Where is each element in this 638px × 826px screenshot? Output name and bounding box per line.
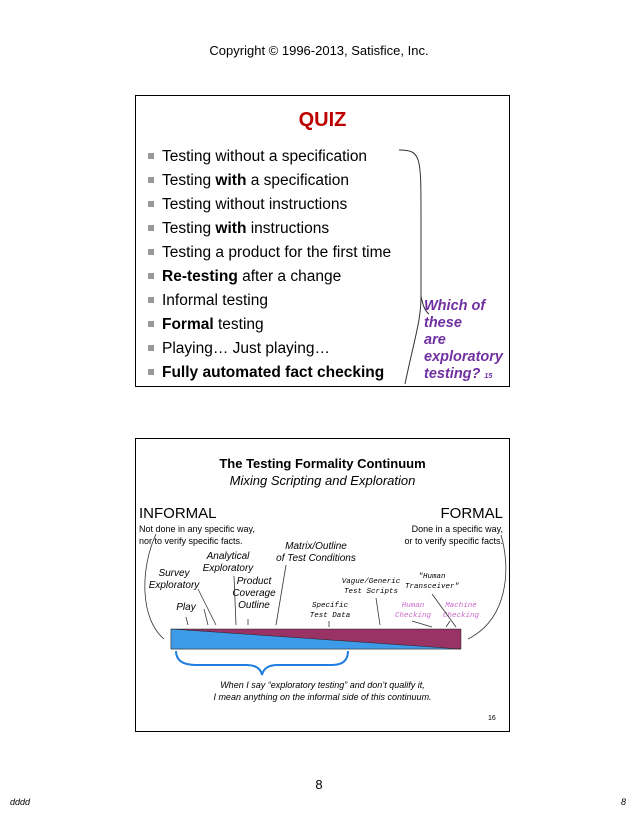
footer-left: dddd [10, 797, 31, 807]
informal-label: INFORMAL [139, 505, 217, 522]
quiz-list [148, 146, 391, 386]
label-human-checking: Human Checking [394, 602, 431, 620]
label-product-coverage-outline: Product Coverage Outline [232, 576, 276, 611]
quiz-item: Fully automated fact checking [148, 362, 391, 386]
label-play: Play [176, 602, 196, 613]
bullet-icon [148, 321, 154, 327]
quiz-item: Testing without instructions [148, 194, 391, 218]
quiz-item: Testing with a specification [148, 170, 391, 194]
footer-right: 8 [620, 797, 626, 807]
quiz-item: Testing with instructions [148, 218, 391, 242]
bullet-icon [148, 297, 154, 303]
label-survey-exploratory: Survey Exploratory [148, 568, 200, 591]
slide-title: The Testing Formality Continuum [219, 456, 426, 471]
bullet-icon [148, 201, 154, 207]
label-matrix-outline: Matrix/Outline of Test Conditions [276, 541, 356, 564]
bullet-icon [148, 345, 154, 351]
label-specific-test-data: Specific Test Data [309, 602, 351, 620]
formal-description: Done in a specific way, or to verify specific facts. [404, 524, 503, 546]
bullet-icon [148, 177, 154, 183]
informal-description: Not done in any specific way, nor to verify specific facts. [139, 524, 255, 546]
exploratory-question-callout: Which of these are exploratory testing? 15 [424, 298, 503, 382]
bullet-icon [148, 225, 154, 231]
slide-page-number: 16 [488, 715, 496, 722]
slide-subtitle: Mixing Scripting and Exploration [229, 473, 416, 488]
quiz-item: Playing… Just playing… [148, 338, 391, 362]
quiz-item: Testing a product for the first time [148, 242, 391, 266]
formal-label: FORMAL [440, 505, 503, 522]
informal-brace [176, 651, 348, 675]
label-vague-generic-scripts: Vague/Generic Test Scripts [341, 578, 401, 596]
continuum-slide [135, 438, 510, 732]
bullet-icon [148, 249, 154, 255]
label-human-transceiver: "Human Transceiver" [404, 573, 459, 591]
quiz-item: Informal testing [148, 290, 391, 314]
page-number: 8 [315, 777, 323, 792]
quiz-item: Re-testing after a change [148, 266, 391, 290]
label-analytical-exploratory: Analytical Exploratory [202, 551, 254, 574]
slide-footnote: When I say “exploratory testing” and don’t qualify it, I mean anything on the informal side of this continuum. [213, 680, 432, 702]
bullet-icon [148, 369, 154, 375]
copyright-header: Copyright © 1996-2013, Satisfice, Inc. [209, 43, 429, 58]
quiz-item: Testing without a specification [148, 146, 391, 170]
bullet-icon [148, 153, 154, 159]
slide-page-number: 15 [484, 373, 493, 380]
label-machine-checking: Machine Checking [442, 602, 479, 620]
quiz-title: QUIZ [298, 109, 347, 131]
quiz-slide [135, 95, 510, 387]
quiz-item: Formal testing [148, 314, 391, 338]
bullet-icon [148, 273, 154, 279]
